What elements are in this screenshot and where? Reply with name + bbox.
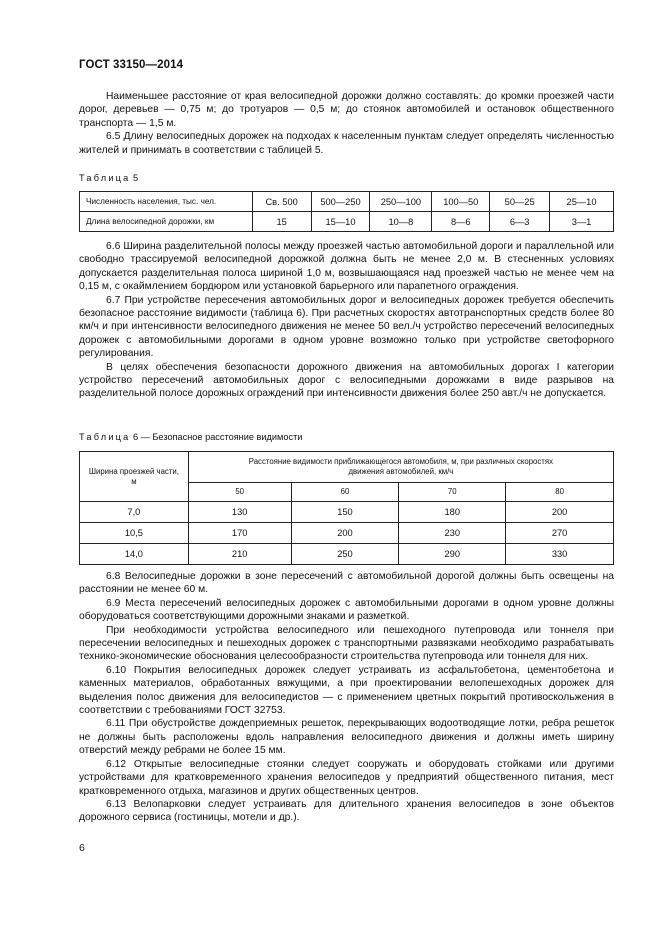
table-6-cell: 210 [188, 544, 291, 565]
table-6-cell: 290 [399, 544, 506, 565]
bottom-section [79, 570, 614, 825]
paragraph-category-i: В целях обеспечения безопасности дорожного движения на автомобильных дорогах I категории устройство пересечений автомобильных дорог с велосипедными дорожками в виде разрывов на разделительной полосе дорожных ограждений при интенсивности движения более 250 авт./ч не допускается. [79, 361, 614, 400]
table-6-cell: 250 [291, 544, 399, 565]
paragraph-6-10: 6.10 Покрытия велосипедных дорожек следует устраивать из асфальтобетона, цементобетона и каменных материалов, обработанных вяжущими, а при проектировании велопешеходных дорожек для выделения полос движения для велосипедистов — с применением цветных покрытий противоскольжения в соответствии с требованиями ГОСТ 32753. [79, 664, 614, 717]
page-number: 6 [79, 842, 85, 854]
intro-section [79, 90, 614, 157]
table-6-speed-header: 50 [188, 483, 291, 502]
table-row [80, 544, 614, 565]
table-5-cell: 3—1 [550, 212, 614, 232]
table-6-cell: 180 [399, 502, 506, 523]
table-6-width-cell: 7,0 [80, 502, 189, 523]
table-5-row-population [80, 192, 614, 212]
table-5-cell: 250—100 [370, 192, 432, 212]
table-5-row-label: Длина велосипедной дорожки, км [80, 212, 253, 232]
table-5-cell: 25—10 [550, 192, 614, 212]
paragraph-6-8: 6.8 Велосипедные дорожки в зоне пересечений с автомобильной дорогой должны быть освещены на расстоянии не менее 60 м. [79, 571, 614, 596]
table-5-row-length [80, 212, 614, 232]
table-6-col-width-header: Ширина проезжей части, м [80, 452, 189, 502]
paragraph-6-5: 6.5 Длину велосипедных дорожек на подходах к населенным пунктам следует определять численностью жителей и принимать в соответствии с таблицей 5. [79, 131, 614, 156]
table-row [80, 523, 614, 544]
table-5-cell: 500—250 [311, 192, 370, 212]
table-5-cell: 15 [252, 212, 311, 232]
table-6-caption-word: Таблица [79, 432, 131, 442]
paragraph-6-7: 6.7 При устройстве пересечения автомобильных дорог и велосипедных дорожек требуется обеспечить безопасное расстояние видимости (таблица 6). При расчетных скоростях автотранспортных средств более 80 км/ч и при интенсивности велосипедного движения не менее 50 вел./ч устройство пересечений велосипедных дорожек с автомобильными дорогами в одном уровне возможно только при устройстве светофорного регулирования. [79, 294, 614, 360]
table-6-speed-header: 70 [399, 483, 506, 502]
document-id-header: ГОСТ 33150—2014 [79, 59, 184, 71]
table-6-cell: 200 [291, 523, 399, 544]
table-5-caption-word: Таблица [79, 173, 131, 183]
table-6-caption [79, 432, 302, 442]
paragraph-min-distance: Наименьшее расстояние от края велосипедной дорожки должно составлять: до кромки проезжей части дорог, деревьев — 0,75 м; до тротуаров — 0,5 м; до стоянок автомобилей и остановок общественного транспорта — 1,5 м. [79, 91, 614, 129]
paragraph-6-11: 6.11 При обустройстве дождеприемных решеток, перекрывающих водоотводящие лотки, ребра решеток не должны быть расположены вдоль направления велосипедного движения и должны иметь ширину отверстий между ребрами не более 15 мм. [79, 718, 614, 757]
paragraph-6-9: 6.9 Места пересечений велосипедных дорожек с автомобильными дорогами в одном уровне должны оборудоваться соответствующими дорожными знаками и разметкой. [79, 597, 614, 623]
table-6 [79, 451, 614, 565]
table-6-width-cell: 10,5 [80, 523, 189, 544]
table-5-cell: 15—10 [311, 212, 370, 232]
table-6-cell: 200 [506, 502, 614, 523]
paragraph-6-6: 6.6 Ширина разделительной полосы между проезжей частью автомобильной дороги и параллельной или свободно трассируемой велосипедной дорожкой должна быть не менее 2,0 м. В стесненных условиях допускается разделительная полоса шириной 1,0 м, возвышающаяся над проезжей частью не менее чем на 0,15 м, с окаймлением бордюром или установкой барьерного или парапетного ограждения. [79, 241, 614, 293]
table-5-caption [79, 173, 138, 183]
table-5-caption-number: 5 [133, 173, 139, 183]
table-5-cell: 50—25 [490, 192, 550, 212]
table-5-cell: 10—8 [370, 212, 432, 232]
table-6-cell: 170 [188, 523, 291, 544]
table-6-speed-header: 60 [291, 483, 399, 502]
table-5-cell: 8—6 [432, 212, 490, 232]
table-row [80, 502, 614, 523]
table-6-cell: 270 [506, 523, 614, 544]
table-6-group-header: Расстояние видимости приближающегося автомобиля, м, при различных скоростях движения автомобилей, км/ч [188, 452, 613, 483]
table-5-row-label: Численность населения, тыс. чел. [80, 192, 253, 212]
table-5-cell: Св. 500 [252, 192, 311, 212]
table-5-cell: 6—3 [490, 212, 550, 232]
table-6-speed-header: 80 [506, 483, 614, 502]
paragraph-overpass: При необходимости устройства велосипедного или пешеходного путепровода или тоннеля при пересечении велосипедных и пешеходных дорожек с транспортными развязками необходимо разрабатывать технико-экономические обоснования целесообразности строительства путепровода или тоннеля для них. [79, 624, 614, 663]
table-5 [79, 191, 614, 232]
paragraph-6-13: 6.13 Велопарковки следует устраивать для длительного хранения велосипедов в зоне объектов дорожного сервиса (гостиницы, мотели и др.). [79, 798, 614, 824]
table-6-cell: 230 [399, 523, 506, 544]
table-5-cell: 100—50 [432, 192, 490, 212]
table-6-width-cell: 14,0 [80, 544, 189, 565]
table-6-cell: 330 [506, 544, 614, 565]
table-6-cell: 130 [188, 502, 291, 523]
middle-section [79, 240, 614, 401]
table-6-caption-title: 6 — Безопасное расстояние видимости [133, 432, 303, 442]
table-6-cell: 150 [291, 502, 399, 523]
table-6-header-row [80, 452, 614, 483]
paragraph-6-12: 6.12 Открытые велосипедные стоянки следует сооружать и оборудовать стойками или другими устройствами для кратковременного хранения велосипедов у предприятий общественного питания, мест кратковременного отдыха, магазинов и других общественных центров. [79, 758, 614, 797]
